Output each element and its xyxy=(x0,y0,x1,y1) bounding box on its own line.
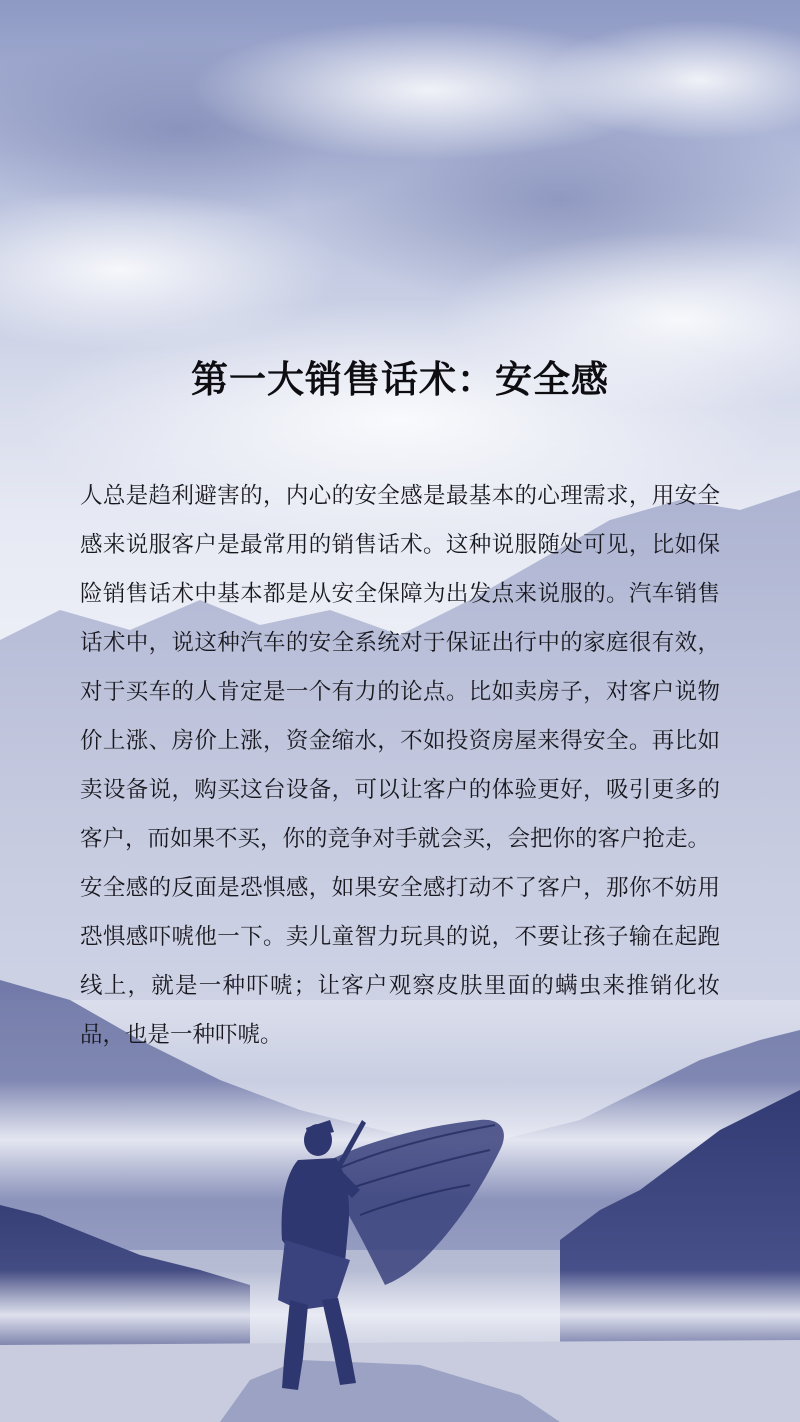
paragraph-fear: 安全感的反面是恐惧感，如果安全感打动不了客户，那你不妨用恐惧感吓唬他一下。卖儿童智力玩具的说，不要让孩子输在起跑线上，就是一种吓唬；让客户观察皮肤里面的螨虫来推销化妆品，也是一种吓唬。 xyxy=(80,875,720,1048)
sky-clouds xyxy=(0,20,800,540)
paragraph-safety: 人总是趋利避害的，内心的安全感是最基本的心理需求，用安全感来说服客户是最常用的销售话术。这种说服随处可见，比如保险销售话术中基本都是从安全保障为出发点来说服的。汽车销售话术中，说这种汽车的安全系统对于保证出行中的家庭很有效，对于买车的人肯定是一个有力的论点。比如卖房子，对客户说物价上涨、房价上涨，资金缩水，不如投资房屋来得安全。再比如卖设备说，购买这台设备，可以让客户的体验更好，吸引更多的客户，而如果不买，你的竞争对手就会买，会把你的客户抢走。 xyxy=(80,483,720,852)
article-body xyxy=(80,472,720,1060)
page-title: 第一大销售话术：安全感 xyxy=(191,358,609,401)
